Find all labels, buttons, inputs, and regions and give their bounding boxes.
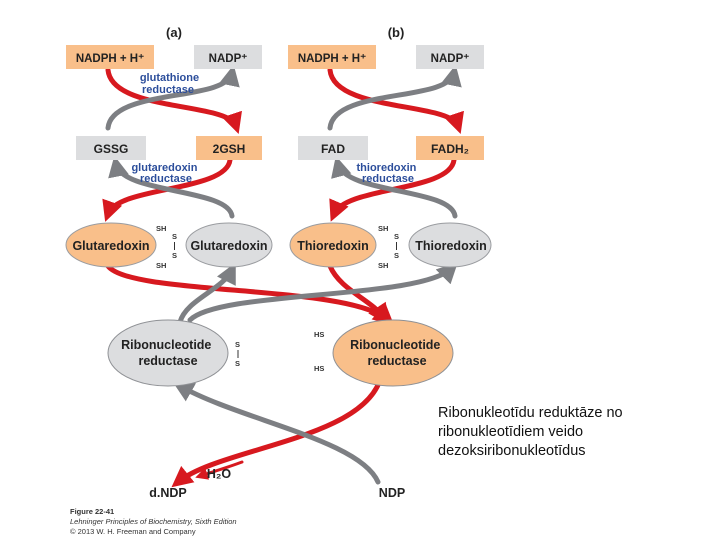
nadph-label-a: NADPH + H⁺ (75, 53, 145, 65)
rnr-reduced-label: Ribonucleotide reductase (350, 338, 441, 368)
caption-line-2: ribonukleotīdiem veido (438, 424, 584, 440)
figure-label: Figure 22-41 (70, 507, 115, 516)
glutaredoxin-sh-top: SH (156, 224, 167, 233)
gssg-label: GSSG (93, 142, 129, 156)
rnr-reduced-ellipse (333, 320, 453, 386)
thioredoxin-s-top: S (394, 232, 400, 241)
gsh-label: 2GSH (212, 142, 246, 156)
water-label: H₂O (206, 467, 232, 481)
glutaredoxin-reduced-label: Glutaredoxin (72, 239, 150, 253)
rnr-oxidized-s-top: S (235, 340, 241, 349)
thioredoxin-sh-bottom: SH (378, 261, 389, 270)
caption-line-1: Ribonukleotīdu reduktāze no (438, 405, 623, 421)
fadh2-label: FADH₂ (431, 142, 469, 156)
enzyme-thioredoxin-reductase: thioredoxin reductase (356, 162, 417, 185)
glutaredoxin-s-bottom: S (172, 251, 178, 260)
enzyme-glutaredoxin-reductase: glutaredoxin reductase (131, 162, 198, 185)
enzyme-glutathione-reductase: glutathione reductase (139, 72, 200, 96)
nadp-label-b: NADP⁺ (430, 53, 470, 65)
nadph-label-b: NADPH + H⁺ (297, 53, 367, 65)
ndp-label: NDP (378, 486, 406, 500)
panel-b-label: (b) (387, 25, 405, 40)
glutaredoxin-s-top: S (172, 232, 178, 241)
rnr-reduced-hs-top: HS (314, 330, 325, 339)
rnr-oxidized-ellipse (108, 320, 228, 386)
fad-label: FAD (321, 142, 345, 156)
nadp-label-a: NADP⁺ (208, 53, 248, 65)
glutaredoxin-oxidized-label: Glutaredoxin (190, 239, 268, 253)
rnr-reduced-hs-bottom: HS (314, 364, 325, 373)
slide-caption (438, 404, 708, 461)
dndp-label: d.NDP (149, 486, 187, 500)
glutaredoxin-sh-bottom: SH (156, 261, 167, 270)
rnr-oxidized-s-bottom: S (235, 359, 241, 368)
reaction-arrows (108, 70, 458, 482)
rnr-oxidized-label: Ribonucleotide reductase (121, 338, 212, 368)
arrow-rnr-to-glutaredoxin (180, 270, 232, 322)
arrow-b-nadp (330, 73, 454, 128)
thioredoxin-s-bottom: S (394, 251, 400, 260)
thioredoxin-oxidized-label: Thioredoxin (415, 239, 487, 253)
caption-line-3: dezoksiribonukleotīdus (438, 443, 586, 459)
thioredoxin-reduced-label: Thioredoxin (297, 239, 369, 253)
panel-a-label: (a) (166, 25, 182, 40)
figure-book: Lehninger Principles of Biochemistry, Sixth Edition (70, 517, 237, 526)
figure-copyright: © 2013 W. H. Freeman and Company (70, 527, 196, 536)
thioredoxin-sh-top: SH (378, 224, 389, 233)
